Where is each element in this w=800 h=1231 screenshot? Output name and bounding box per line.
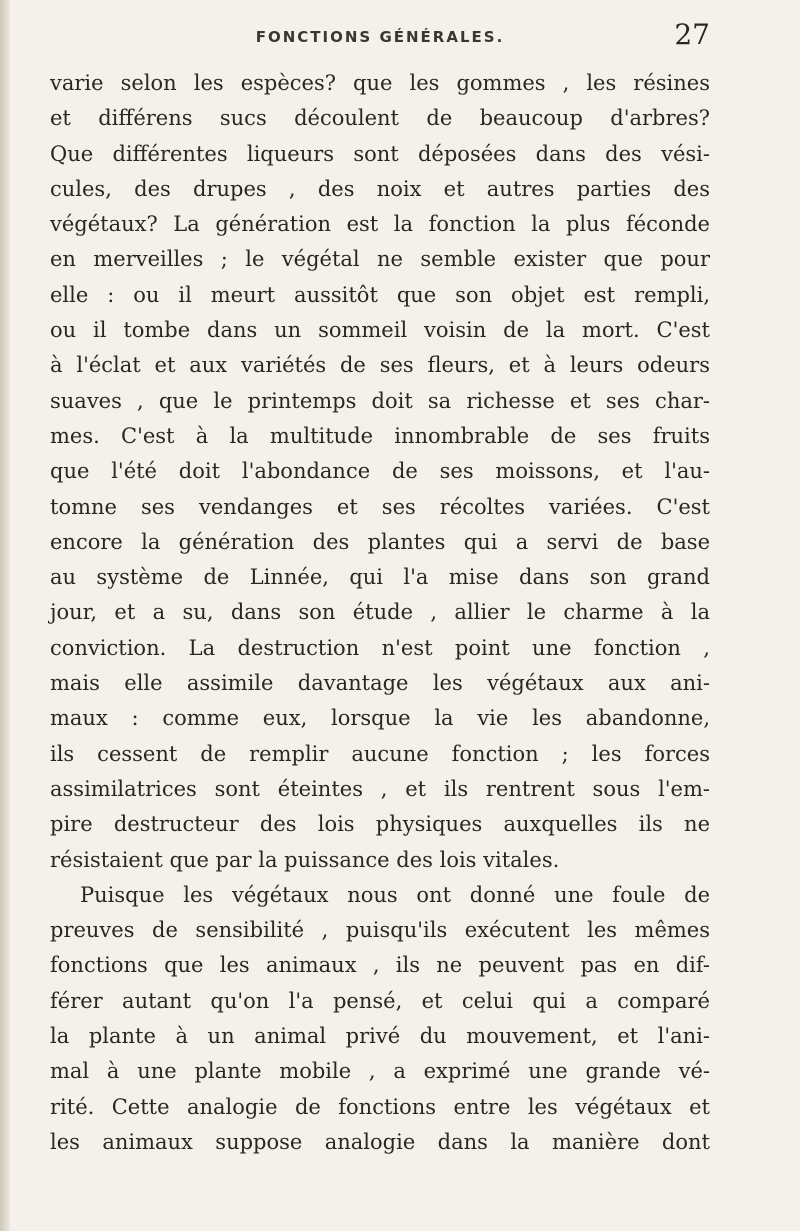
running-title: FONCTIONS GÉNÉRALES.: [255, 28, 505, 46]
text-line: elle : ou il meurt aussitôt que son objet est rempli,: [50, 282, 710, 307]
text-line: au système de Linnée, qui l'a mise dans son grand: [50, 565, 710, 590]
text-line: résistaient que par la puissance des lois vitales.: [50, 847, 560, 872]
text-line: jour, et a su, dans son étude , allier le charme à la: [50, 600, 710, 625]
text-line: mes. C'est à la multitude innombrable de ses fruits: [50, 423, 710, 448]
text-line: fonctions que les animaux , ils ne peuvent pas en dif-: [50, 953, 710, 978]
text-line: preuves de sensibilité , puisqu'ils exécutent les mêmes: [50, 918, 710, 943]
text-line: que l'été doit l'abondance de ses moissons, et l'au-: [50, 459, 710, 484]
body-text: [50, 66, 710, 1160]
text-line: la plante à un animal privé du mouvement, et l'ani-: [50, 1024, 710, 1049]
page-binding-edge: [0, 0, 10, 1231]
text-line: rité. Cette analogie de fonctions entre les végétaux et: [50, 1094, 710, 1119]
text-line: varie selon les espèces? que les gommes , les résines: [50, 71, 710, 95]
text-line: Que différentes liqueurs sont déposées dans des vési-: [50, 141, 710, 166]
text-line: pire destructeur des lois physiques auxquelles ils ne: [50, 812, 710, 837]
text-line: suaves , que le printemps doit sa richesse et ses char-: [50, 388, 710, 413]
page-number: 27: [674, 18, 710, 51]
text-line: Puisque les végétaux nous ont donné une foule de: [80, 882, 710, 907]
text-line: et différens sucs découlent de beaucoup d'arbres?: [50, 106, 710, 131]
text-line: ou il tombe dans un sommeil voisin de la mort. C'est: [50, 318, 710, 343]
text-line: conviction. La destruction n'est point une fonction ,: [50, 635, 710, 660]
text-line: les animaux suppose analogie dans la manière dont: [50, 1129, 710, 1154]
book-page: [50, 18, 710, 1154]
page-header: [50, 18, 710, 58]
text-line: cules, des drupes , des noix et autres parties des: [50, 176, 710, 201]
text-line: mais elle assimile davantage les végétaux aux ani-: [50, 671, 710, 696]
text-line: végétaux? La génération est la fonction la plus féconde: [50, 212, 710, 237]
text-line: encore la génération des plantes qui a servi de base: [50, 529, 710, 554]
text-line: à l'éclat et aux variétés de ses fleurs, et à leurs odeurs: [50, 353, 710, 378]
text-line: en merveilles ; le végétal ne semble exister que pour: [50, 247, 710, 272]
text-line: ils cessent de remplir aucune fonction ; les forces: [50, 741, 710, 766]
text-line: mal à une plante mobile , a exprimé une grande vé-: [50, 1059, 710, 1084]
text-line: tomne ses vendanges et ses récoltes variées. C'est: [50, 494, 710, 519]
text-line: assimilatrices sont éteintes , et ils rentrent sous l'em-: [50, 776, 710, 801]
text-line: maux : comme eux, lorsque la vie les abandonne,: [50, 706, 710, 731]
text-line: férer autant qu'on l'a pensé, et celui qui a comparé: [50, 988, 710, 1013]
